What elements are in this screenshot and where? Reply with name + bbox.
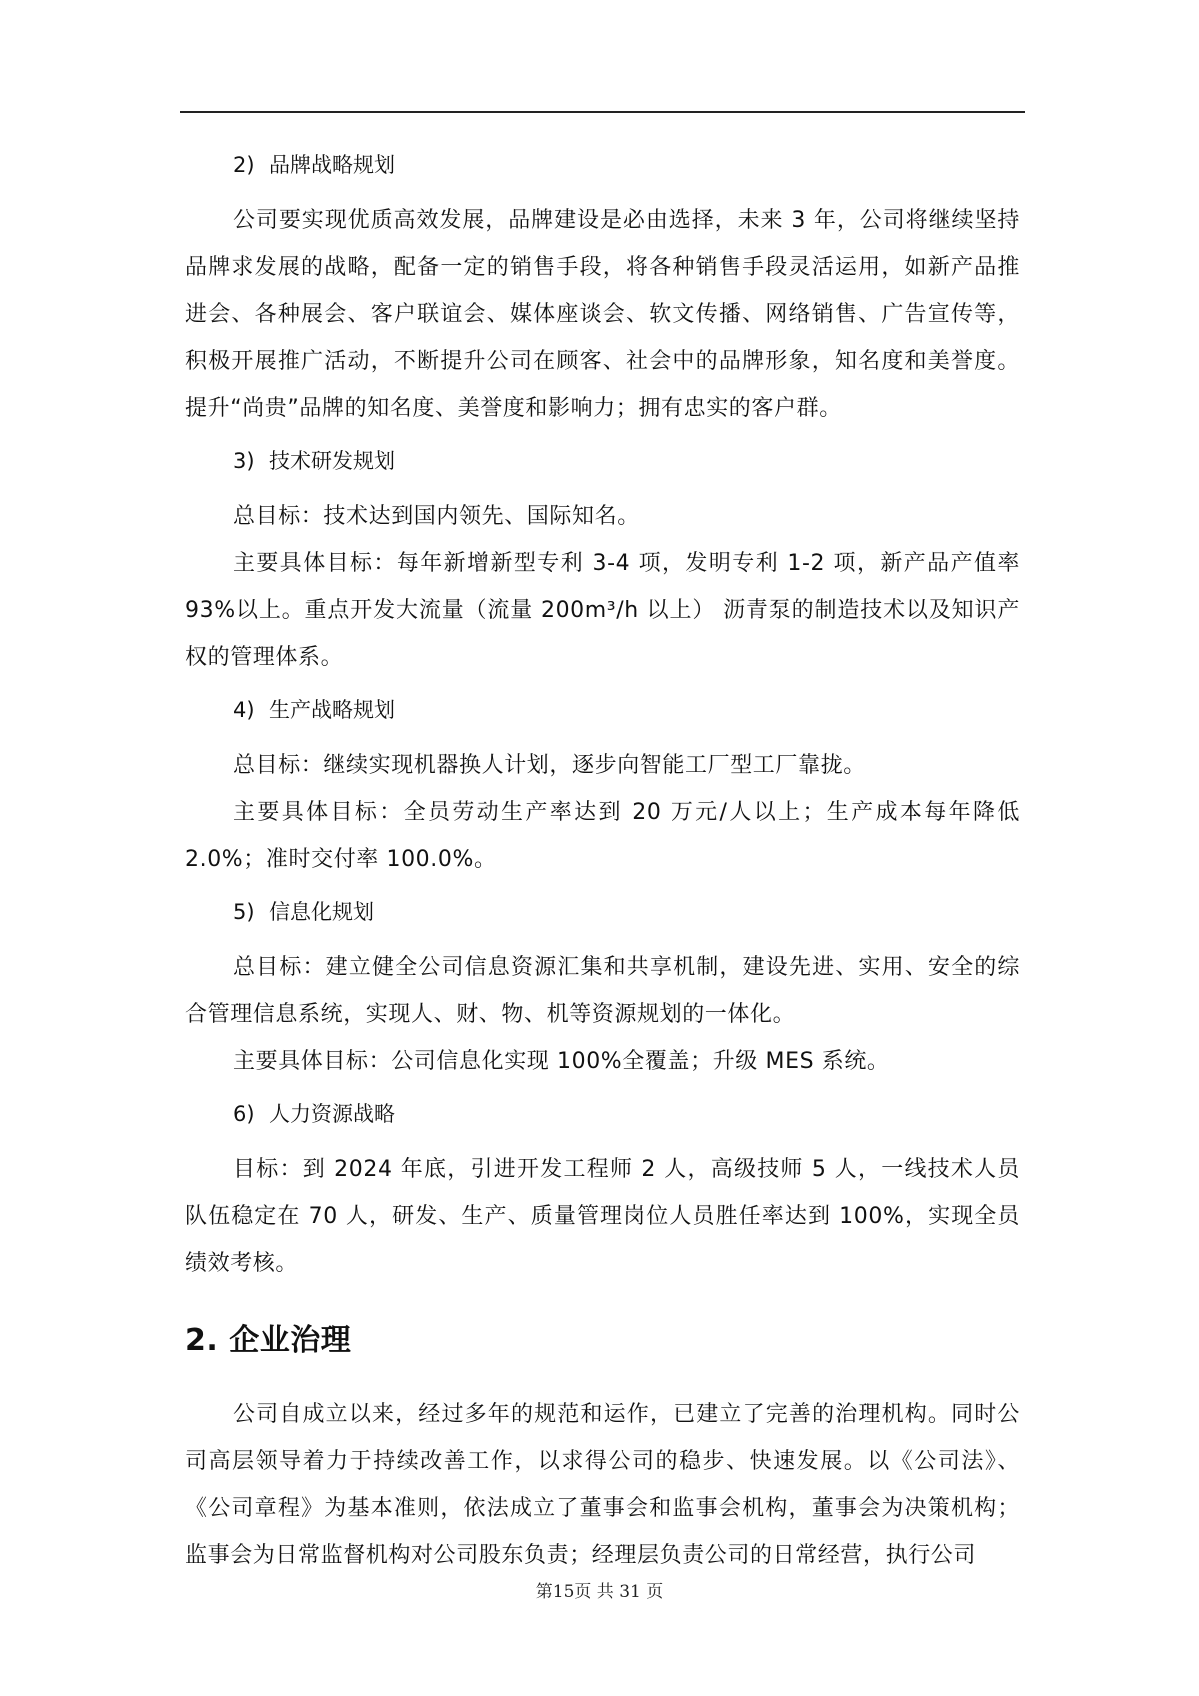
- subheading-title: 信息化规划: [269, 900, 374, 924]
- paragraph: 公司要实现优质高效发展，品牌建设是必由选择，未来 3 年，公司将继续坚持品牌求发展的战略，配备一定的销售手段，将各种销售手段灵活运用，如新产品推进会、各种展会、客户联谊会、媒体座谈会、软文传播、网络销售、广告宣传等，积极开展推广活动，不断提升公司在顾客、社会中的品牌形象，知名度和美誉度。提升“尚贵”品牌的知名度、美誉度和影响力；拥有忠实的客户群。: [185, 208, 1020, 421]
- paragraph: 主要具体目标：全员劳动生产率达到 20 万元/人以上；生产成本每年降低 2.0%；准时交付率 100.0%。: [185, 800, 1020, 872]
- page-footer: 第15页 共 31 页: [535, 1582, 664, 1602]
- subheading-production: [185, 695, 1020, 725]
- paragraph: 主要具体目标：公司信息化实现 100%全覆盖；升级 MES 系统。: [233, 1049, 890, 1074]
- subheading-number: 6): [233, 1102, 255, 1126]
- subheading-title: 人力资源战略: [269, 1102, 395, 1126]
- paragraph: 总目标：继续实现机器换人计划，逐步向智能工厂型工厂靠拢。: [233, 753, 866, 778]
- subheading-title: 品牌战略规划: [269, 153, 395, 177]
- header-rule: [180, 111, 1025, 113]
- paragraph: 目标：到 2024 年底，引进开发工程师 2 人，高级技师 5 人，一线技术人员队伍稳定在 70 人，研发、生产、质量管理岗位人员胜任率达到 100%，实现全员绩效考核。: [185, 1157, 1020, 1276]
- subheading-informatization: [185, 897, 1020, 927]
- section-heading: 2. 企业治理: [185, 1323, 352, 1358]
- subheading-human-resources: [185, 1099, 1020, 1129]
- subheading-number: 2): [233, 153, 255, 177]
- subheading-title: 技术研发规划: [269, 449, 395, 473]
- subheading-brand-strategy: [185, 150, 1020, 180]
- paragraph: 总目标：建立健全公司信息资源汇集和共享机制，建设先进、实用、安全的综合管理信息系统，实现人、财、物、机等资源规划的一体化。: [185, 955, 1020, 1027]
- subheading-title: 生产战略规划: [269, 698, 395, 722]
- subheading-tech-rd: [185, 446, 1020, 476]
- paragraph: 主要具体目标：每年新增新型专利 3-4 项，发明专利 1-2 项，新产品产值率 93%以上。重点开发大流量（流量 200m³/h 以上） 沥青泵的制造技术以及知识产权的管理体系。: [185, 551, 1020, 670]
- subheading-number: 4): [233, 698, 255, 722]
- subheading-number: 3): [233, 449, 255, 473]
- paragraph: 公司自成立以来，经过多年的规范和运作，已建立了完善的治理机构。同时公司高层领导着力于持续改善工作，以求得公司的稳步、快速发展。以《公司法》、《公司章程》为基本准则，依法成立了董事会和监事会机构，董事会为决策机构；监事会为日常监督机构对公司股东负责；经理层负责公司的日常经营，执行公司: [185, 1402, 1020, 1568]
- paragraph: 总目标：技术达到国内领先、国际知名。: [233, 504, 640, 529]
- subheading-number: 5): [233, 900, 255, 924]
- document-body: [185, 150, 1020, 1579]
